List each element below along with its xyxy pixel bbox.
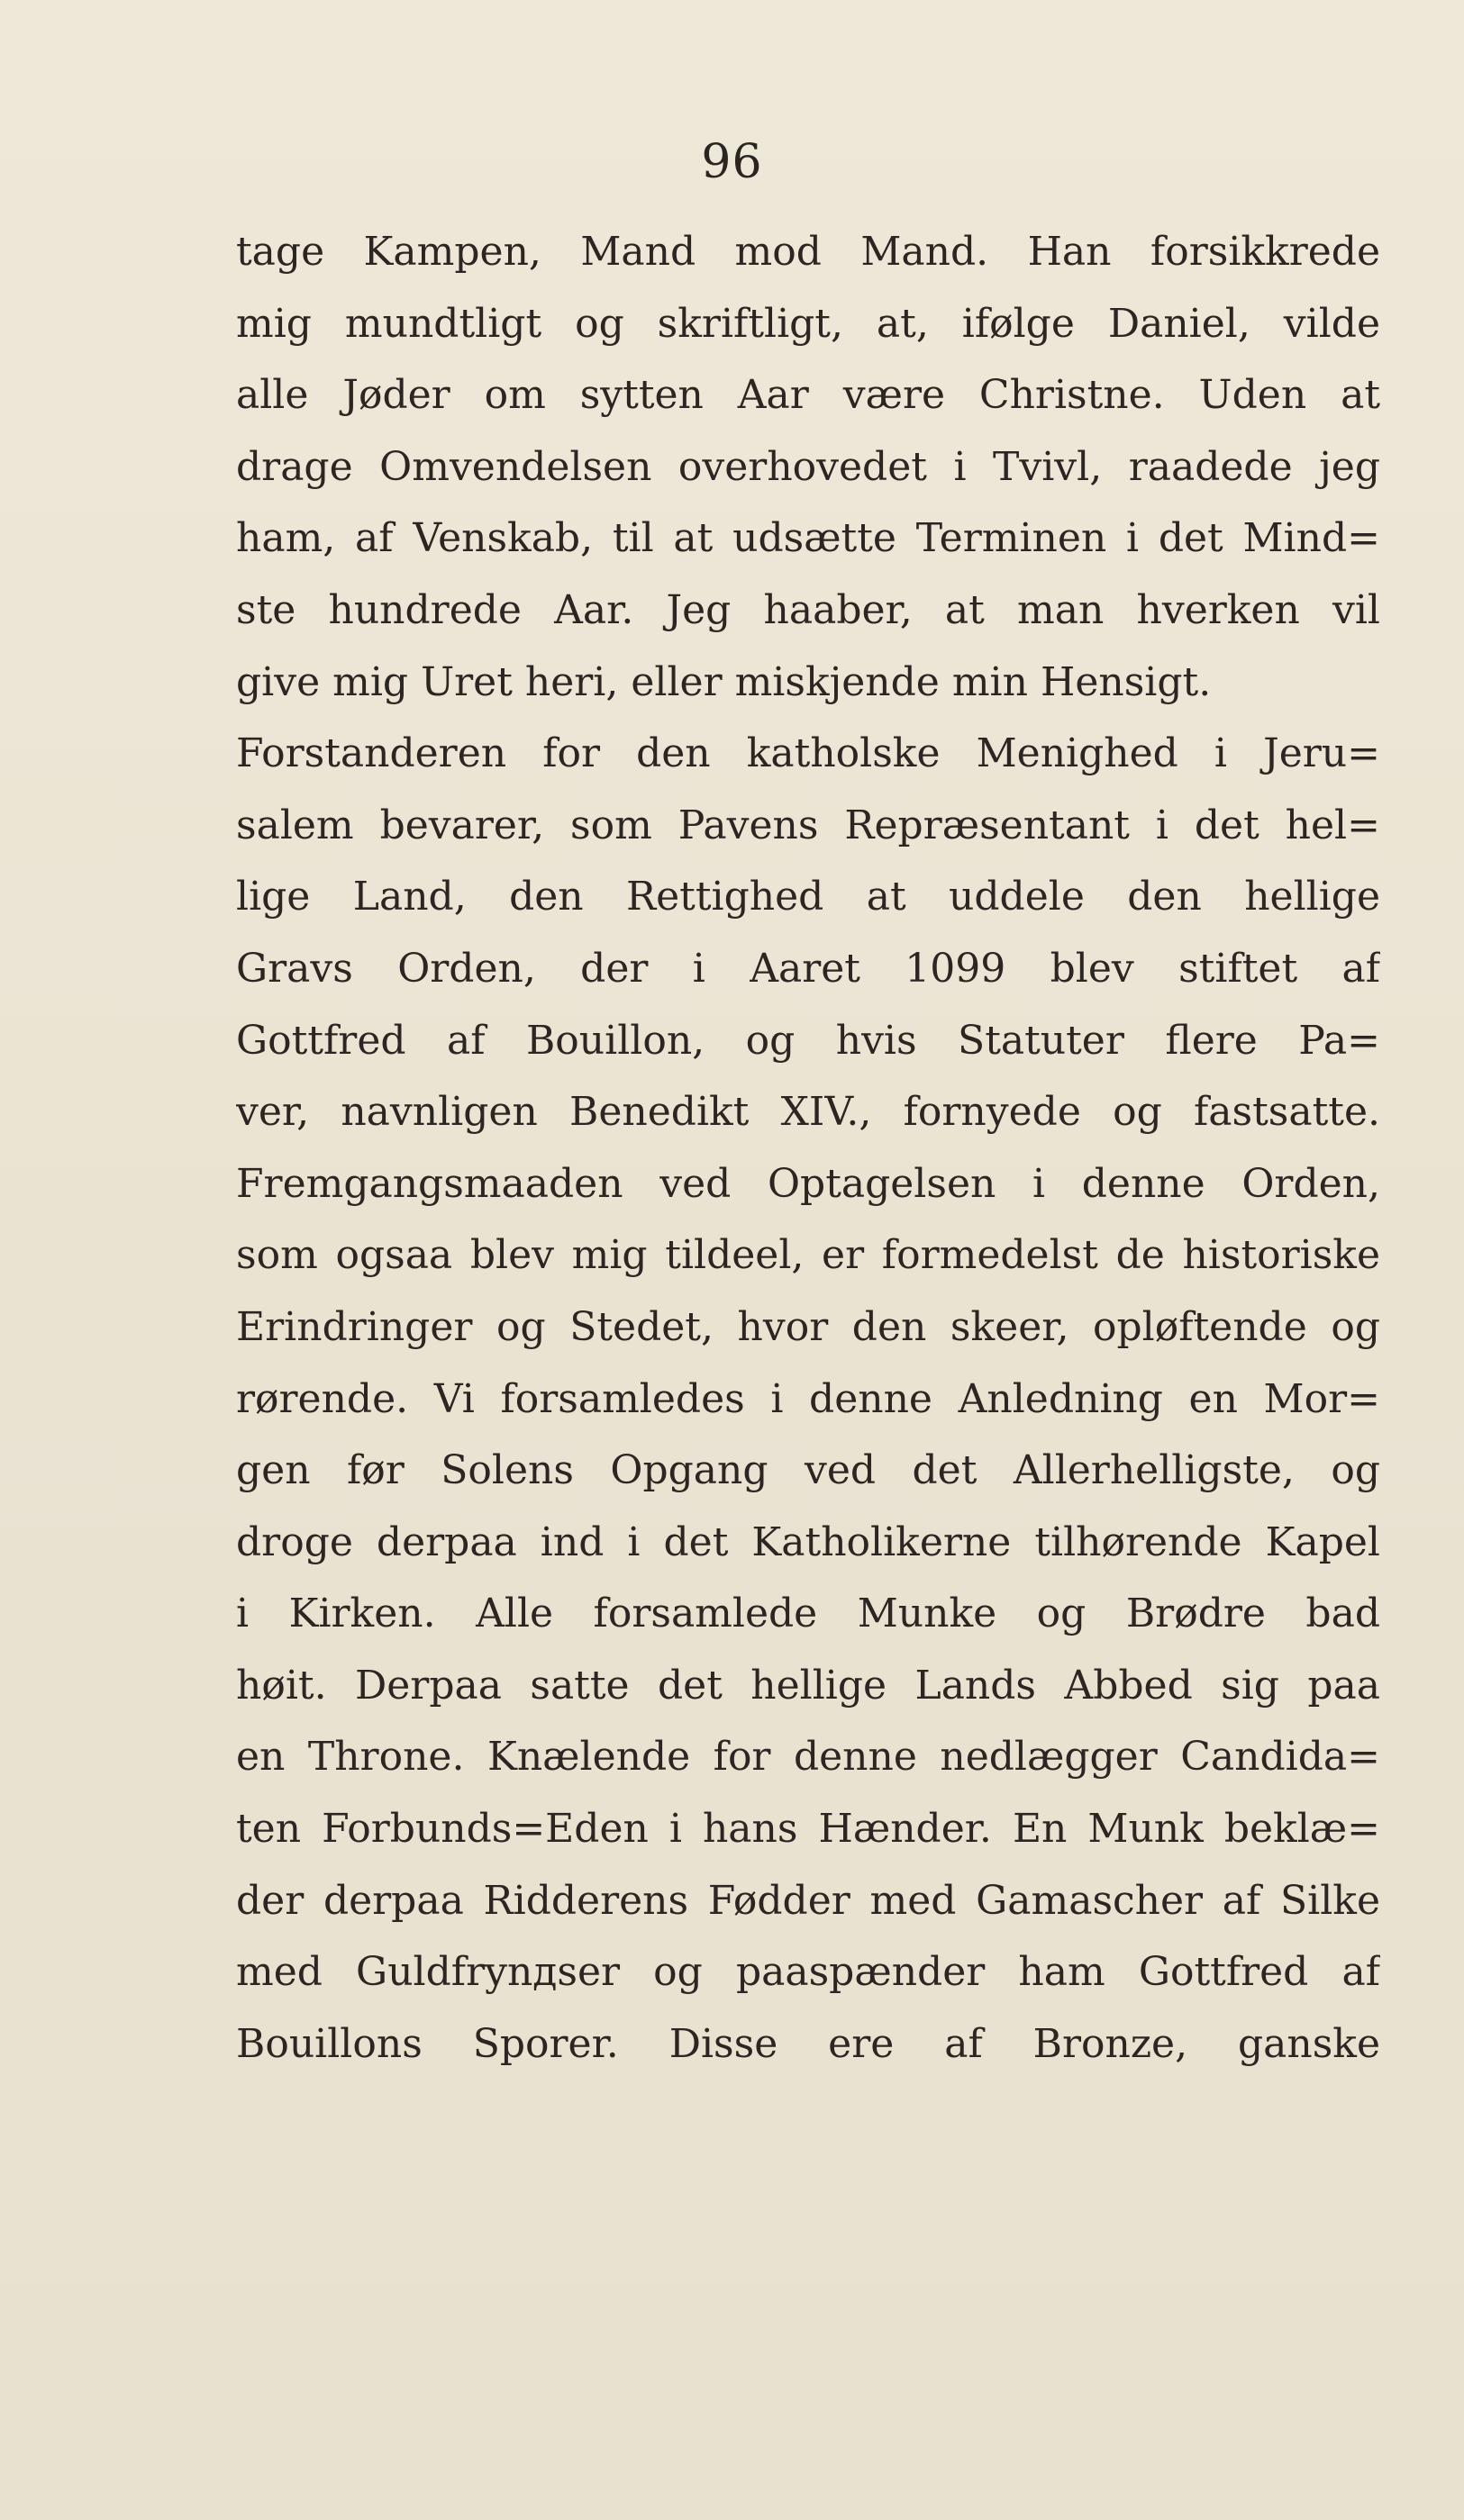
text-line: Gravs Orden, der i Aaret 1099 blev stiftet af bbox=[236, 945, 1380, 992]
text-line: som ogsaa blev mig tildeel, er formedelst de historiske bbox=[236, 1232, 1380, 1279]
text-line: i Kirken. Alle forsamlede Munke og Brødre bad bbox=[236, 1591, 1380, 1637]
text-line: Gottfred af Bouillon, og hvis Statuter flere Pa= bbox=[236, 1017, 1380, 1064]
text-line: ver, navnligen Benedikt XIV., fornyede og fastsatte. bbox=[236, 1089, 1380, 1136]
text-line: høit. Derpaa satte det hellige Lands Abbed sig paa bbox=[236, 1662, 1380, 1709]
text-line: ten Forbunds=Eden i hans Hænder. En Munk beklæ= bbox=[236, 1806, 1380, 1853]
text-line: give mig Uret heri, eller miskjende min Hensigt. bbox=[236, 658, 1212, 705]
text-line: Bouillons Sporer. Disse ere af Bronze, ganske bbox=[236, 2020, 1380, 2067]
text-line: alle Jøder om sytten Aar være Christne. Uden at bbox=[236, 372, 1380, 419]
page-number: 96 bbox=[701, 135, 763, 189]
text-line: lige Land, den Rettighed at uddele den hellige bbox=[236, 874, 1380, 920]
text-line: Forstanderen for den katholske Menighed i Jeru= bbox=[236, 730, 1380, 777]
text-line: der derpaa Ridderens Fødder med Gamascher af Silke bbox=[236, 1877, 1380, 1924]
text-line: salem bevarer, som Pavens Repræsentant i det hel= bbox=[236, 802, 1380, 848]
text-line: ham, af Venskab, til at udsætte Terminen i det Mind= bbox=[236, 515, 1380, 562]
text-line: ste hundrede Aar. Jeg haaber, at man hverken vil bbox=[236, 586, 1380, 633]
text-line: drage Omvendelsen overhovedet i Tvivl, raadede jeg bbox=[236, 443, 1380, 490]
text-line: rørende. Vi forsamledes i denne Anledning en Mor= bbox=[236, 1375, 1380, 1422]
text-line: droge derpaa ind i det Katholikerne tilhørende Kapel bbox=[236, 1518, 1380, 1565]
text-line: Fremgangsmaaden ved Optagelsen i denne Orden, bbox=[236, 1160, 1380, 1207]
text-line: gen før Solens Opgang ved det Allerhelligste, og bbox=[236, 1447, 1380, 1494]
text-line: med Guldfrynдser og paaspænder ham Gottfred af bbox=[236, 1949, 1380, 1996]
body-text bbox=[236, 216, 1380, 2080]
text-line: Erindringer og Stedet, hvor den skeer, opløftende og bbox=[236, 1303, 1380, 1350]
text-line: en Throne. Knælende for denne nedlægger Candida= bbox=[236, 1734, 1380, 1781]
text-line: tage Kampen, Mand mod Mand. Han forsikkrede bbox=[236, 229, 1380, 275]
text-line: mig mundtligt og skriftligt, at, ifølge Daniel, vilde bbox=[236, 300, 1380, 347]
